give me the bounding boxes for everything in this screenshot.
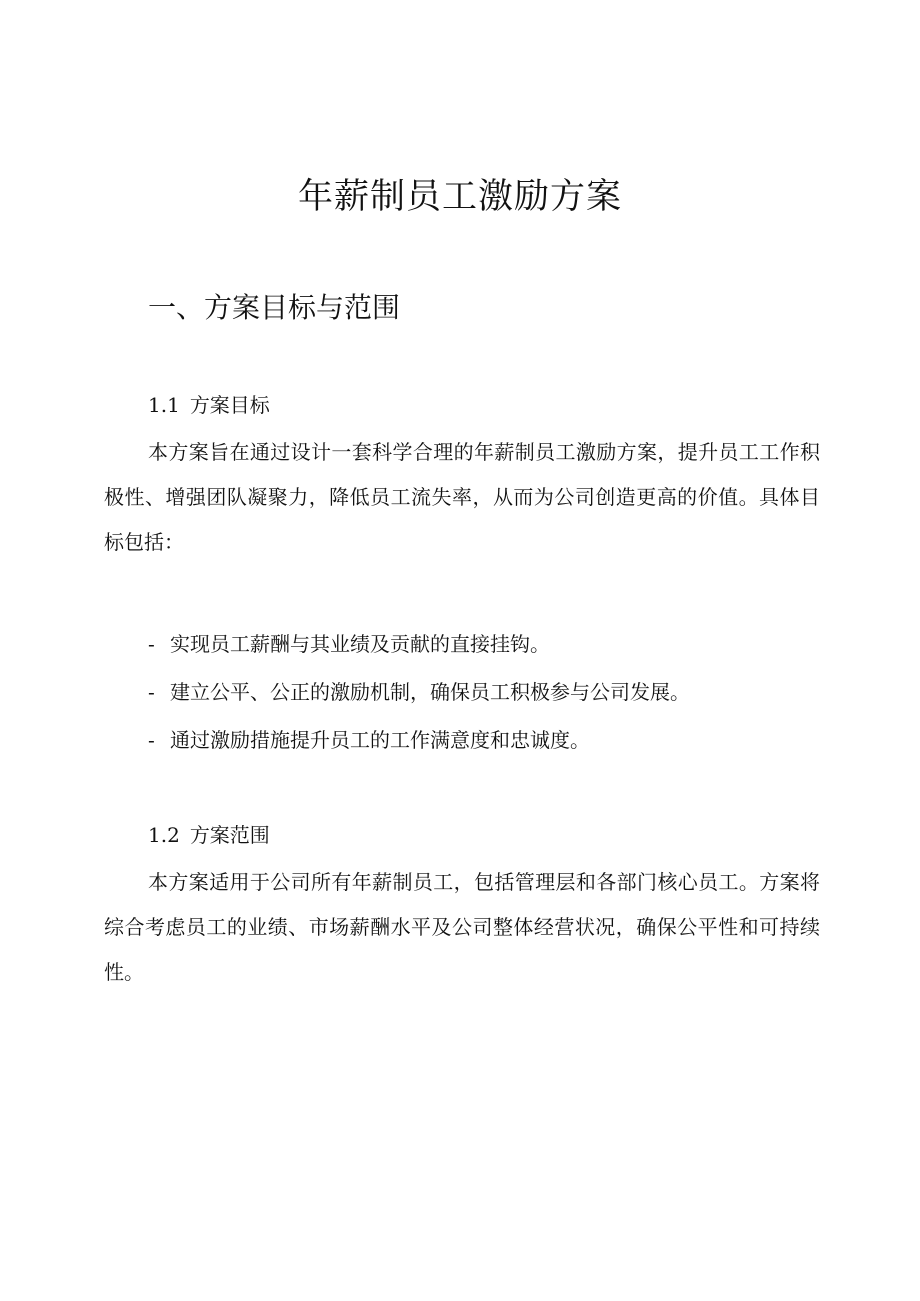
list-dash: - xyxy=(148,632,155,656)
list-item xyxy=(148,716,690,764)
list-item xyxy=(148,668,690,716)
subsection-title: 方案目标 xyxy=(189,393,270,417)
subsection-number: 1.1 xyxy=(148,393,180,417)
list-item xyxy=(148,620,690,668)
section-heading: 一、方案目标与范围 xyxy=(148,291,401,324)
list-item-text: 建立公平、公正的激励机制，确保员工积极参与公司发展。 xyxy=(170,680,690,704)
goals-list xyxy=(148,620,690,764)
list-dash: - xyxy=(148,728,155,752)
subsection-heading-goals xyxy=(148,390,270,420)
subsection-title: 方案范围 xyxy=(189,823,270,847)
list-item-text: 通过激励措施提升员工的工作满意度和忠诚度。 xyxy=(170,728,590,752)
list-item-text: 实现员工薪酬与其业绩及贡献的直接挂钩。 xyxy=(170,632,550,656)
goals-paragraph: 本方案旨在通过设计一套科学合理的年薪制员工激励方案，提升员工工作积极性、增强团队凝聚力，降低员工流失率，从而为公司创造更高的价值。具体目标包括： xyxy=(104,440,820,554)
list-dash: - xyxy=(148,680,155,704)
document-title: 年薪制员工激励方案 xyxy=(297,177,622,217)
subsection-heading-scope xyxy=(148,820,270,850)
subsection-number: 1.2 xyxy=(148,823,180,847)
scope-paragraph: 本方案适用于公司所有年薪制员工，包括管理层和各部门核心员工。方案将综合考虑员工的业绩、市场薪酬水平及公司整体经营状况，确保公平性和可持续性。 xyxy=(104,870,820,984)
